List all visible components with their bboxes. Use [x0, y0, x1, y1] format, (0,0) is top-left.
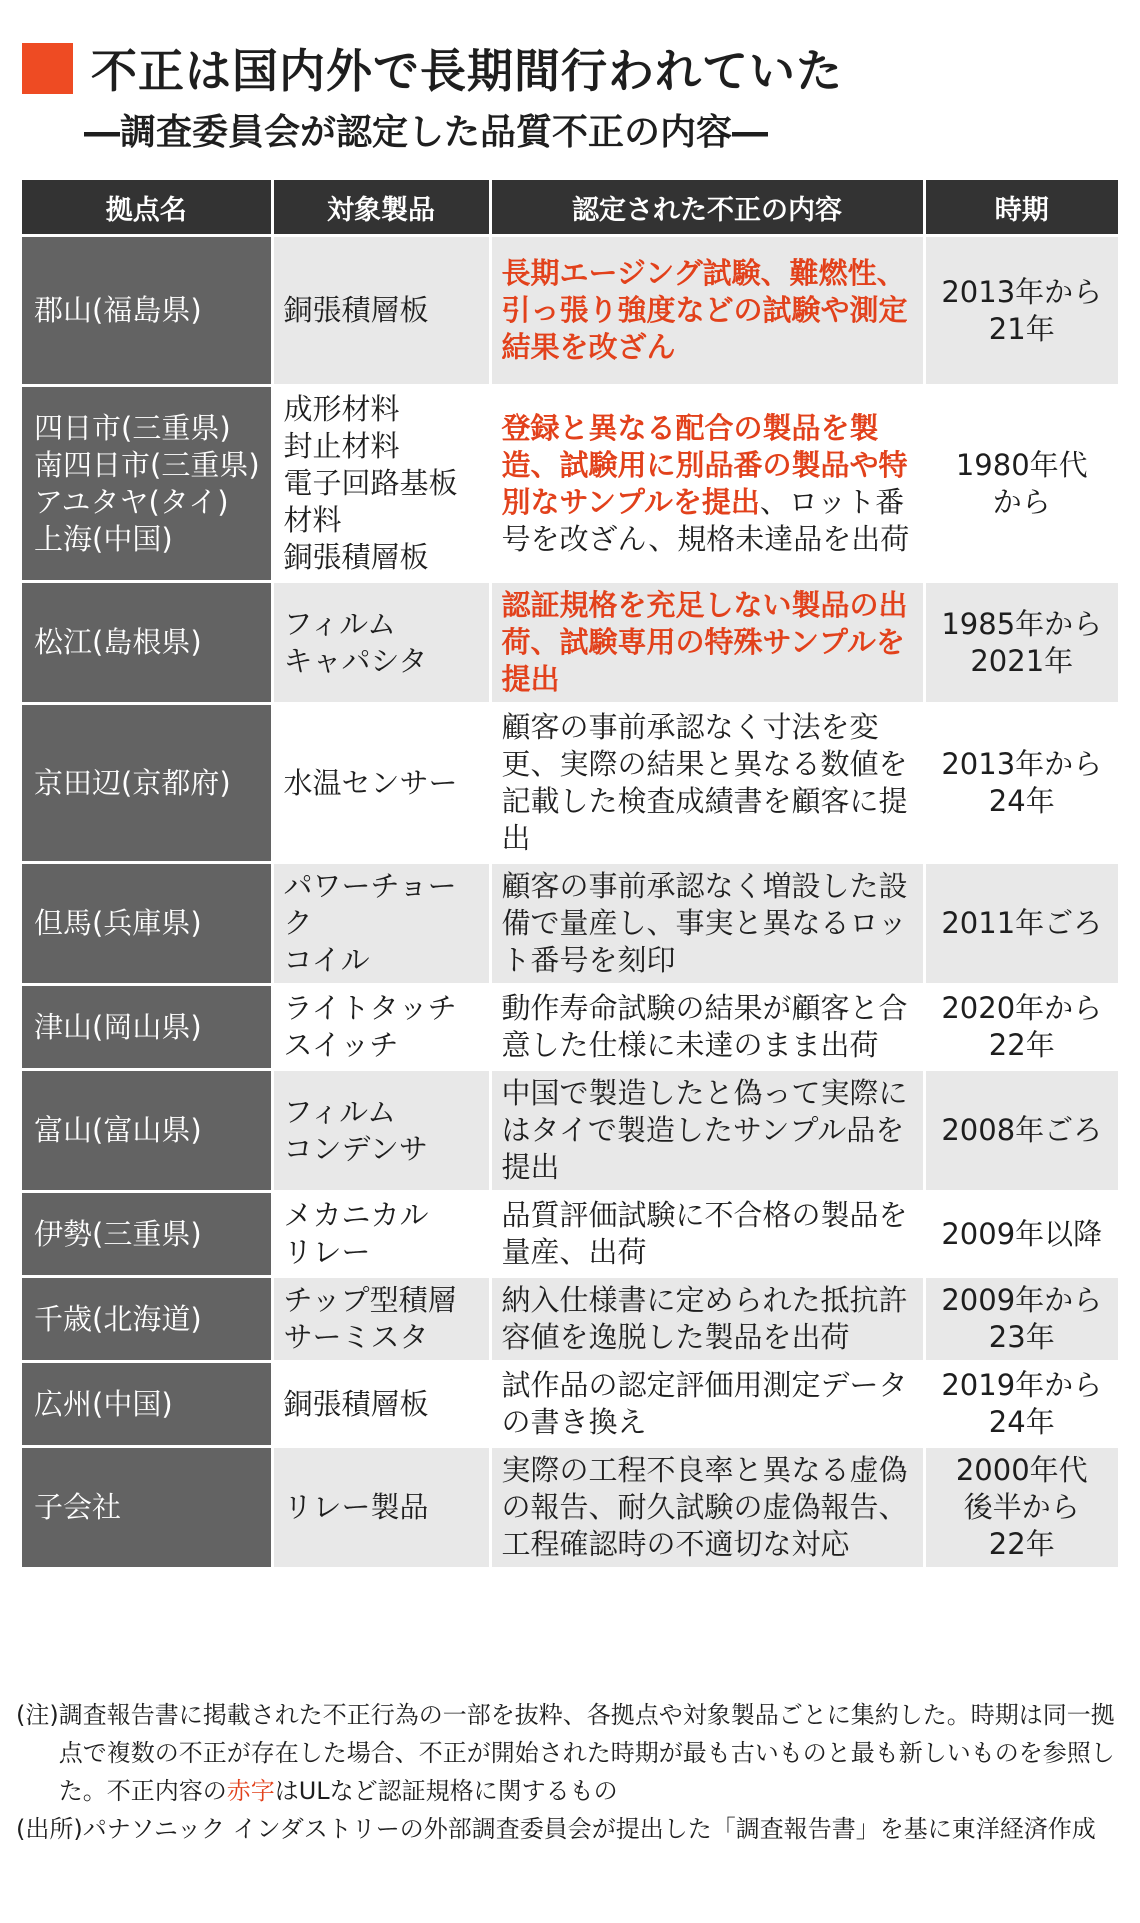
description-red-text: 登録と異なる配合の製品を製造、試験用に別品番の製品や特別なサンプルを提出 [501, 410, 908, 519]
description-text: 納入仕様書に定められた抵抗許容値を逸脱した製品を出荷 [501, 1283, 908, 1354]
cell-location: 四日市(三重県) 南四日市(三重県) アユタヤ(タイ) 上海(中国) [22, 386, 272, 582]
cell-product: 成形材料 封止材料 電子回路基板 材料 銅張積層板 [272, 386, 490, 582]
description-red-text: 認証規格を充足しない製品の出荷、試験専用の特殊サンプルを提出 [501, 588, 908, 696]
cell-product: パワーチョーク コイル [272, 863, 490, 985]
cell-period: 2009年以降 [924, 1192, 1118, 1277]
table-row [22, 582, 1118, 704]
cell-description [490, 582, 924, 704]
note-row [16, 1696, 1126, 1810]
source-row [16, 1810, 1126, 1848]
table-row [22, 1277, 1118, 1362]
cell-description [490, 1362, 924, 1447]
description-text: 品質評価試験に不合格の製品を量産、出荷 [501, 1198, 908, 1269]
note-text-part-1: 調査報告書に掲載された不正行為の一部を抜粋、各拠点や対象製品ごとに集約した。時期は同一拠点で複数の不正が存在した場合、不正が開始された時期が最も古いものと最も新しいものを参照した。不正内容の [58, 1701, 1115, 1805]
source-label: (出所) [16, 1815, 83, 1843]
description-text: 、ロット番号を改ざん、規格未達品を出荷 [501, 484, 910, 556]
table-row [22, 1192, 1118, 1277]
title-row [22, 38, 843, 98]
table-row [22, 863, 1118, 985]
cell-description [490, 1277, 924, 1362]
cell-location: 広州(中国) [22, 1362, 272, 1447]
description-text: 実際の工程不良率と異なる虚偽の報告、耐久試験の虚偽報告、工程確認時の不適切な対応 [501, 1453, 908, 1561]
table-header-row [22, 180, 1118, 236]
cell-period: 2000年代 後半から 22年 [924, 1447, 1118, 1568]
table-row [22, 386, 1118, 582]
cell-description [490, 863, 924, 985]
table-row [22, 1362, 1118, 1447]
cell-description [490, 1192, 924, 1277]
description-text: 中国で製造したと偽って実際にはタイで製造したサンプル品を提出 [501, 1076, 908, 1184]
cell-period: 2009年から 23年 [924, 1277, 1118, 1362]
table-row [22, 1447, 1118, 1568]
cell-location: 但馬(兵庫県) [22, 863, 272, 985]
cell-product: リレー製品 [272, 1447, 490, 1568]
note-text-part-2: はULなど認証規格に関するもの [274, 1777, 618, 1805]
description-text: 試作品の認定評価用測定データの書き換え [501, 1368, 908, 1439]
cell-product: メカニカル リレー [272, 1192, 490, 1277]
cell-product: 銅張積層板 [272, 1362, 490, 1447]
cell-product: 水温センサー [272, 704, 490, 863]
description-text: 顧客の事前承認なく増設した設備で量産し、事実と異なるロット番号を刻印 [501, 869, 908, 977]
cell-location: 富山(富山県) [22, 1070, 272, 1192]
cell-period: 2019年から 24年 [924, 1362, 1118, 1447]
description-text: 顧客の事前承認なく寸法を変更、実際の結果と異なる数値を記載した検査成績書を顧客に提出 [501, 710, 908, 855]
cell-location: 伊勢(三重県) [22, 1192, 272, 1277]
description-red-text: 長期エージング試験、難燃性、引っ張り強度などの試験や測定結果を改ざん [501, 256, 908, 364]
cell-period: 1985年から 2021年 [924, 582, 1118, 704]
cell-product: フィルム コンデンサ [272, 1070, 490, 1192]
page-title: 不正は国内外で長期間行われていた [91, 44, 843, 98]
cell-location: 津山(岡山県) [22, 985, 272, 1070]
cell-location: 子会社 [22, 1447, 272, 1568]
title-accent-square [22, 43, 73, 94]
note-text [59, 1696, 1126, 1810]
cell-product: ライトタッチ スイッチ [272, 985, 490, 1070]
cell-period: 2011年ごろ [924, 863, 1118, 985]
cell-description [490, 236, 924, 386]
header-description: 認定された不正の内容 [490, 180, 924, 236]
cell-period: 2008年ごろ [924, 1070, 1118, 1192]
cell-product: フィルム キャパシタ [272, 582, 490, 704]
cell-location: 千歳(北海道) [22, 1277, 272, 1362]
notes [16, 1696, 1126, 1848]
cell-location: 郡山(福島県) [22, 236, 272, 386]
table-body [22, 236, 1118, 1568]
cell-location: 京田辺(京都府) [22, 704, 272, 863]
cell-period: 2013年から 24年 [924, 704, 1118, 863]
header-location: 拠点名 [22, 180, 272, 236]
cell-description [490, 704, 924, 863]
cell-description [490, 1447, 924, 1568]
description-text: 動作寿命試験の結果が顧客と合意した仕様に未達のまま出荷 [501, 991, 908, 1062]
fraud-table [22, 180, 1118, 1567]
cell-description [490, 1070, 924, 1192]
cell-period: 2013年から 21年 [924, 236, 1118, 386]
cell-product: 銅張積層板 [272, 236, 490, 386]
cell-product: チップ型積層 サーミスタ [272, 1277, 490, 1362]
note-red-word: 赤字 [226, 1777, 275, 1805]
page-subtitle: ―調査委員会が認定した品質不正の内容― [84, 112, 769, 153]
cell-period: 1980年代 から [924, 386, 1118, 582]
cell-description [490, 985, 924, 1070]
table-row [22, 985, 1118, 1070]
header-period: 時期 [924, 180, 1118, 236]
header-product: 対象製品 [272, 180, 490, 236]
table-row [22, 704, 1118, 863]
cell-description [490, 386, 924, 582]
note-label: (注) [16, 1701, 59, 1729]
source-text: パナソニック インダストリーの外部調査委員会が提出した「調査報告書」を基に東洋経済作成 [82, 1815, 1096, 1843]
table-row [22, 1070, 1118, 1192]
table-row [22, 236, 1118, 386]
cell-period: 2020年から 22年 [924, 985, 1118, 1070]
cell-location: 松江(島根県) [22, 582, 272, 704]
